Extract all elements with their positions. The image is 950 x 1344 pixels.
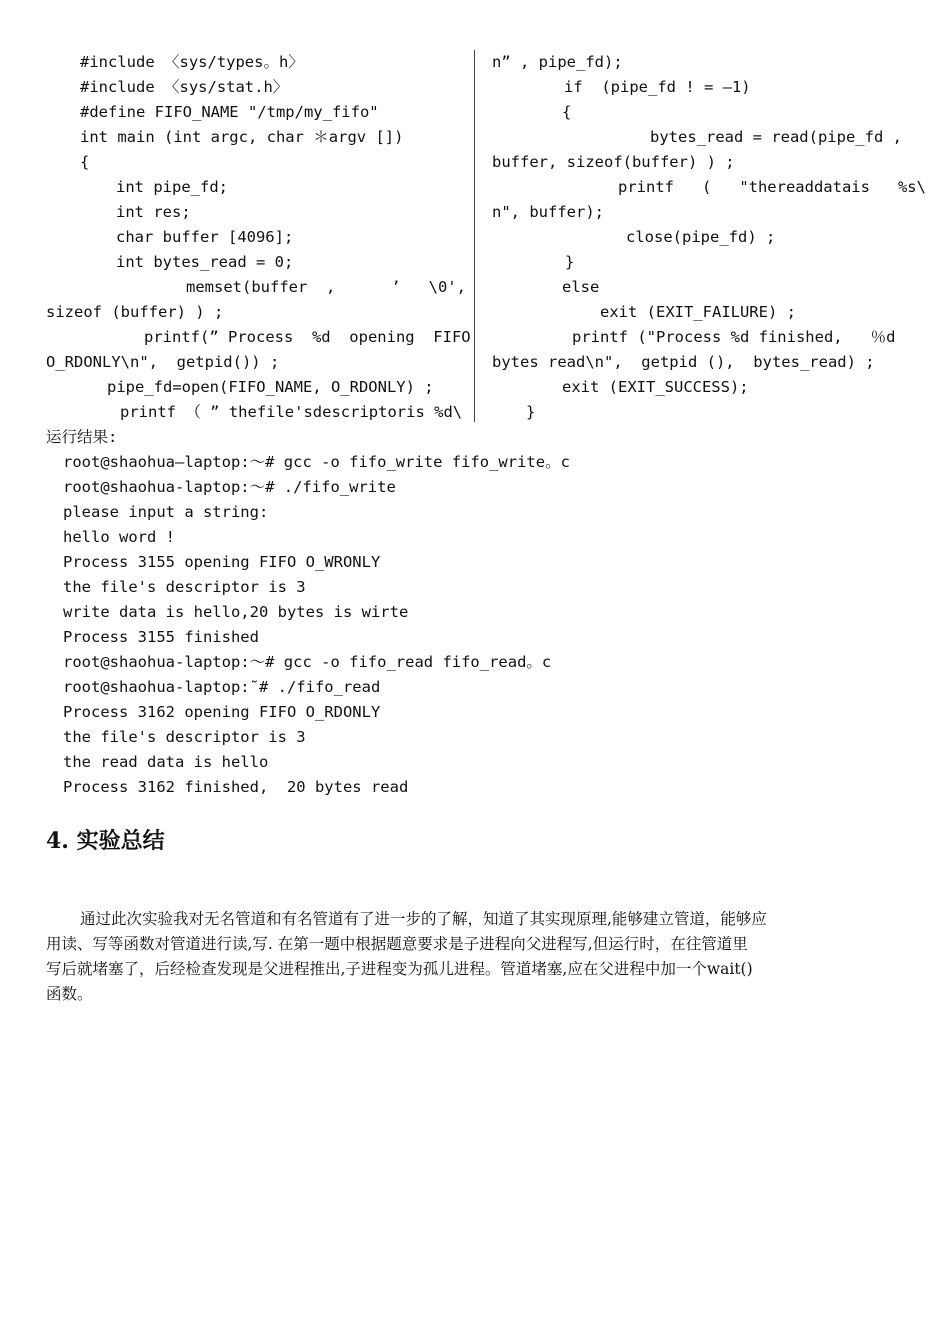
- code-line: exit (EXIT_FAILURE) ;: [600, 303, 796, 321]
- column-divider: [474, 50, 475, 422]
- code-line: printf ( "thereaddatais %s\: [618, 178, 926, 196]
- output-line: write data is hello,20 bytes is wirte: [63, 603, 409, 621]
- code-line: buffer, sizeof(buffer) ) ;: [492, 153, 735, 171]
- code-line: pipe_fd=open(FIFO_NAME, O_RDONLY) ;: [107, 378, 434, 396]
- output-line: Process 3162 opening FIFO O_RDONLY: [63, 703, 381, 721]
- code-line: char buffer [4096];: [116, 228, 294, 246]
- code-line: #include 〈sys/stat.h〉: [80, 78, 289, 96]
- code-line: int pipe_fd;: [116, 178, 228, 196]
- output-line: Process 3162 finished, 20 bytes read: [63, 778, 409, 796]
- code-line: #define FIFO_NAME "/tmp/my_fifo": [80, 103, 379, 121]
- code-line: {: [80, 153, 90, 171]
- code-line: int res;: [116, 203, 191, 221]
- output-line: root@shaohua-laptop:˜# ./fifo_read: [63, 678, 381, 696]
- code-line: bytes_read = read(pipe_fd ,: [650, 128, 902, 146]
- output-line: Process 3155 finished: [63, 628, 259, 646]
- code-line: close(pipe_fd) ;: [626, 228, 776, 246]
- output-line: the file's descriptor is 3: [63, 578, 306, 596]
- output-line: please input a string:: [63, 503, 269, 521]
- output-line: the file's descriptor is 3: [63, 728, 306, 746]
- code-line: n” , pipe_fd);: [492, 53, 623, 71]
- code-line: if (pipe_fd ! = —1): [564, 78, 751, 96]
- output-line: the read data is hello: [63, 753, 269, 771]
- code-line: sizeof (buffer) ) ;: [46, 303, 224, 321]
- code-line: int main (int argc, char ＊argv []): [80, 128, 404, 146]
- output-line: root@shaohua—laptop:～# gcc -o fifo_write fifo_write。c: [63, 453, 570, 471]
- code-line: exit (EXIT_SUCCESS);: [562, 378, 749, 396]
- code-line: #include 〈sys/types。h〉: [80, 53, 304, 71]
- code-line: {: [562, 103, 572, 121]
- paragraph-line: 通过此次实验我对无名管道和有名管道有了进一步的了解，知道了其实现原理,能够建立管道，能够应: [80, 910, 767, 928]
- code-line: printf(” Process %d opening FIFO: [144, 328, 471, 346]
- code-line: printf ("Process %d finished, ％d: [572, 328, 896, 346]
- output-line: Process 3155 opening FIFO O_WRONLY: [63, 553, 381, 571]
- code-line: }: [526, 403, 536, 421]
- paragraph-line: 用读、写等函数对管道进行读,写. 在第一题中根据题意要求是子进程向父进程写,但运行时，在往管道里: [46, 935, 748, 953]
- code-line: bytes read\n", getpid (), bytes_read) ;: [492, 353, 875, 371]
- code-line: }: [565, 253, 575, 271]
- output-line: hello word !: [63, 528, 175, 546]
- section-heading: 4. 实验总结: [46, 828, 165, 854]
- code-line: int bytes_read = 0;: [116, 253, 294, 271]
- code-line: else: [562, 278, 600, 296]
- code-line: O_RDONLY\n", getpid()) ;: [46, 353, 280, 371]
- output-line: root@shaohua-laptop:～# gcc -o fifo_read fifo_read。c: [63, 653, 552, 671]
- code-line: memset(buffer , ’ \0',: [186, 278, 466, 296]
- code-line: printf （ ” thefile'sdescriptoris %d\: [120, 403, 463, 421]
- run-result-label: 运行结果:: [46, 428, 118, 446]
- code-line: n", buffer);: [492, 203, 604, 221]
- paragraph-line: 函数。: [46, 985, 93, 1003]
- output-line: root@shaohua-laptop:～# ./fifo_write: [63, 478, 396, 496]
- paragraph-line: 写后就堵塞了，后经检查发现是父进程推出,子进程变为孤儿进程。管道堵塞,应在父进程中加一个wait(): [46, 960, 753, 978]
